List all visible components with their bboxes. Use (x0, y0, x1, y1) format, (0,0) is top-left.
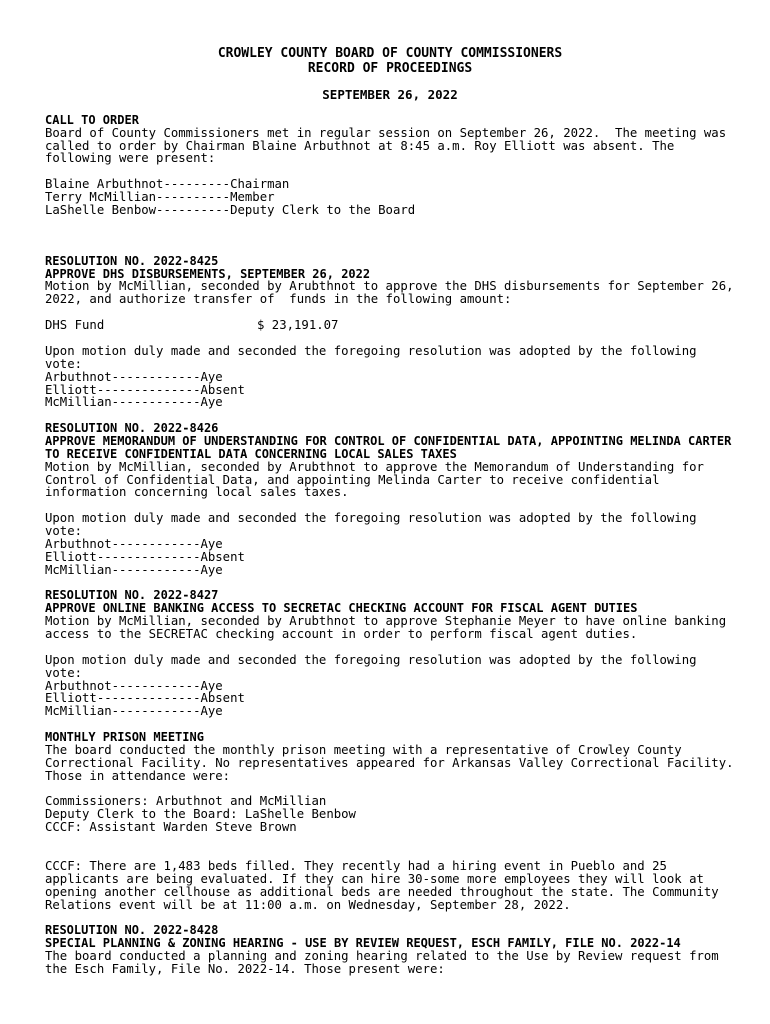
resolution-8428-section (45, 924, 735, 975)
prison-meeting-text: The board conducted the monthly prison meeting with a representative of Crowley County Correctional Facility. No representatives appeared for Arkansas Valley Correctional Facility. Those in attendance were: (45, 742, 749, 783)
prison-meeting-heading: MONTHLY PRISON MEETING (45, 730, 204, 745)
attendee-line: Terry McMillian----------Member (45, 190, 275, 205)
call-to-order-section (45, 114, 735, 217)
attendance-line: Commissioners: Arbuthnot and McMillian (45, 794, 327, 809)
vote-line: Elliott--------------Absent (45, 691, 245, 706)
resolution-motion: Motion by McMillian, seconded by Arubthnot to approve Stephanie Meyer to have online banking access to the SECRETAC checking account in order to perform fiscal agent duties. (45, 614, 734, 641)
vote-line: Elliott--------------Absent (45, 549, 245, 564)
resolution-motion: Motion by McMillian, seconded by Arubthnot to approve the Memorandum of Understanding for Control of Confidential Data, and appointing Melinda Carter to receive confidential information concerning local sales taxes. (45, 459, 712, 500)
attendee-line: Blaine Arbuthnot---------Chairman (45, 177, 290, 192)
fund-row (45, 319, 735, 332)
vote-line: Arbuthnot------------Aye (45, 369, 223, 384)
resolution-title: APPROVE MEMORANDUM OF UNDERSTANDING FOR CONTROL OF CONFIDENTIAL DATA, APPOINTING MELINDA CARTER TO RECEIVE CONFIDENTIAL DATA CONCERNING LOCAL SALES TAXES (45, 434, 739, 461)
meeting-date: SEPTEMBER 26, 2022 (322, 87, 458, 102)
resolution-number: RESOLUTION NO. 2022-8426 (45, 421, 219, 436)
vote-line: Elliott--------------Absent (45, 382, 245, 397)
resolution-title: APPROVE ONLINE BANKING ACCESS TO SECRETAC CHECKING ACCOUNT FOR FISCAL AGENT DUTIES (45, 601, 638, 616)
resolution-number: RESOLUTION NO. 2022-8427 (45, 588, 219, 603)
resolution-number: RESOLUTION NO. 2022-8428 (45, 923, 219, 938)
vote-intro: Upon motion duly made and seconded the foregoing resolution was adopted by the following vote: (45, 652, 704, 680)
vote-line: McMillian------------Aye (45, 704, 223, 719)
vote-intro: Upon motion duly made and seconded the foregoing resolution was adopted by the following vote: (45, 511, 704, 539)
resolution-8425-section (45, 253, 741, 410)
call-to-order-heading: CALL TO ORDER (45, 112, 139, 127)
document-title-line2: RECORD OF PROCEEDINGS (307, 61, 473, 76)
vote-intro: Upon motion duly made and seconded the foregoing resolution was adopted by the following vote: (45, 343, 704, 371)
resolution-text: The board conducted a planning and zoning hearing related to the Use by Review request from the Esch Family, File No. 2022-14. Those present were: (45, 949, 727, 976)
resolution-title: APPROVE DHS DISBURSEMENTS, SEPTEMBER 26, 2022 (45, 266, 371, 281)
vote-line: Arbuthnot------------Aye (45, 536, 223, 551)
resolution-title: SPECIAL PLANNING & ZONING HEARING - USE BY REVIEW REQUEST, ESCH FAMILY, FILE NO. 2022-14 (45, 936, 681, 951)
fund-amount: $ 23,191.07 (257, 318, 339, 333)
resolution-8427-section (45, 589, 735, 718)
prison-report: CCCF: There are 1,483 beds filled. They recently had a hiring event in Pueblo and 25 applicants are being evaluated. If they can hire 30-some more employees they will look at opening another cellhouse as additional beds are needed throughout the state. The Community Relations event will be at 11:00 a.m. on Wednesday, September 28, 2022. (45, 858, 727, 912)
resolution-8426-section (45, 421, 739, 577)
vote-line: Arbuthnot------------Aye (45, 678, 223, 693)
attendance-line: CCCF: Assistant Warden Steve Brown (45, 820, 297, 835)
prison-meeting-section (45, 730, 749, 912)
document-title-line1: CROWLEY COUNTY BOARD OF COUNTY COMMISSIONERS (217, 46, 563, 61)
call-to-order-text: Board of County Commissioners met in regular session on September 26, 2022. The meeting was called to order by Chairman Blaine Arbuthnot at 8:45 a.m. Roy Elliott was absent. The following were present: (45, 125, 734, 166)
vote-line: McMillian------------Aye (45, 395, 223, 410)
document-page (45, 46, 749, 976)
attendee-line: LaShelle Benbow----------Deputy Clerk to the Board (45, 202, 416, 217)
vote-line: McMillian------------Aye (45, 562, 223, 577)
attendance-line: Deputy Clerk to the Board: LaShelle Benbow (45, 807, 356, 822)
resolution-motion: Motion by McMillian, seconded by Arubthnot to approve the DHS disbursements for September 26, 2022, and authorize transfer of funds in the following amount: (45, 279, 741, 307)
fund-label: DHS Fund (45, 318, 105, 333)
resolution-number: RESOLUTION NO. 2022-8425 (45, 253, 219, 268)
